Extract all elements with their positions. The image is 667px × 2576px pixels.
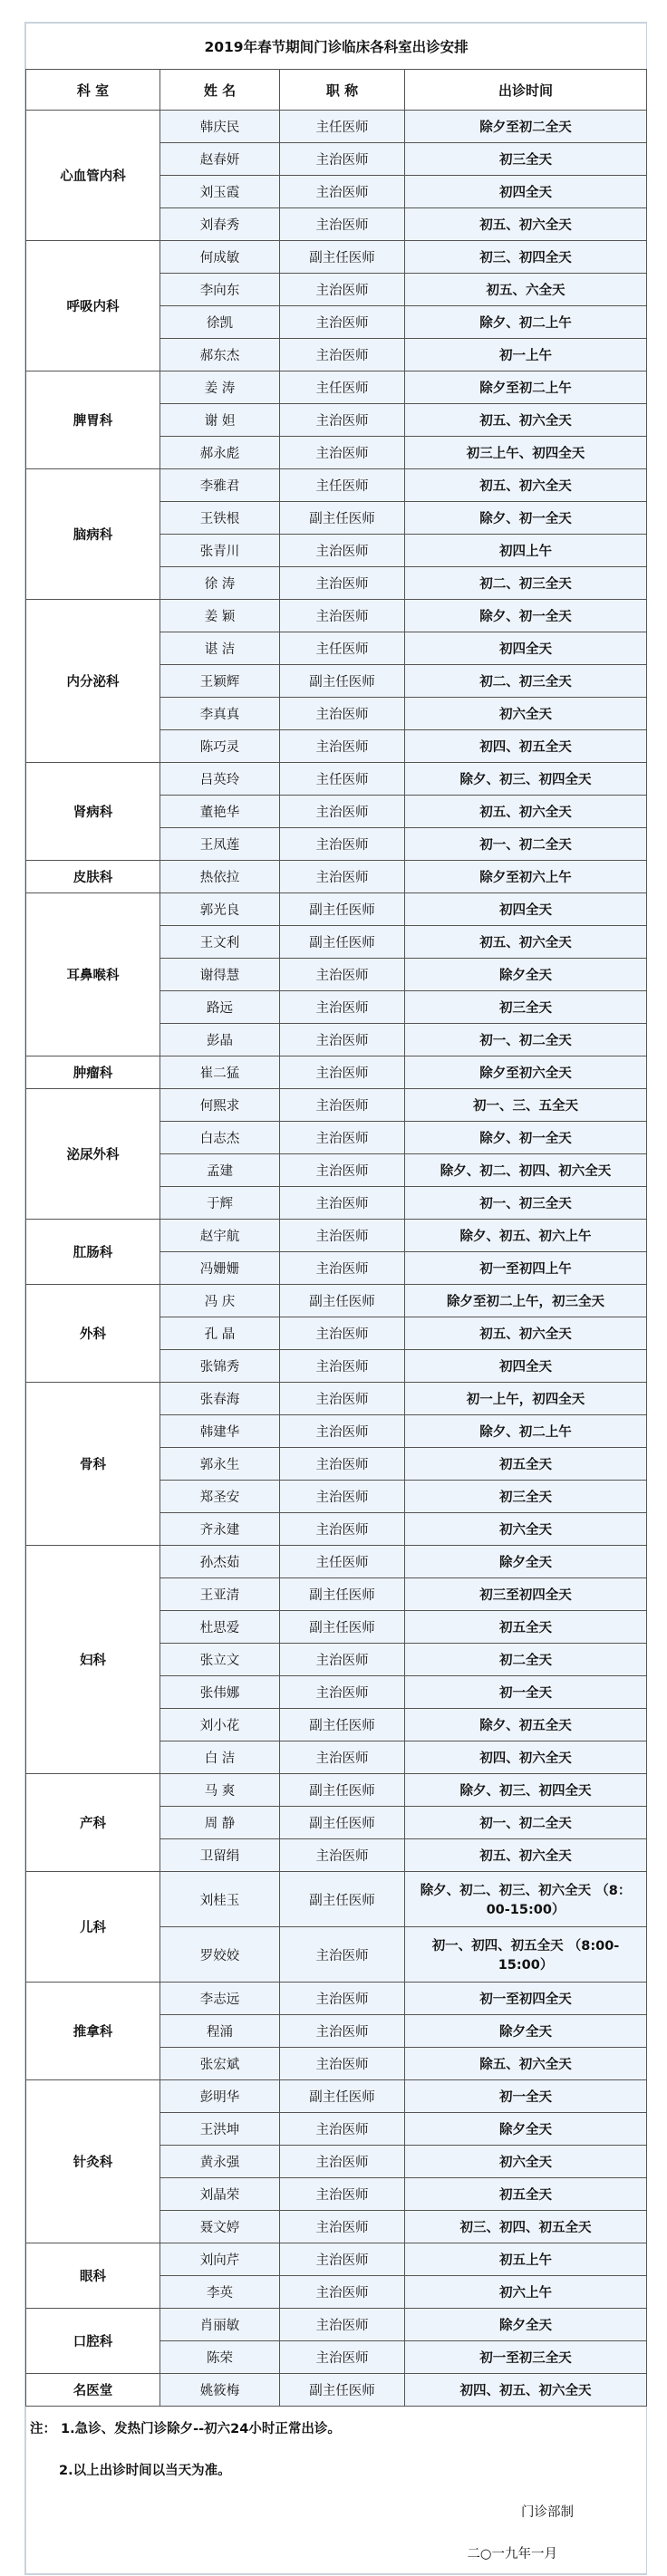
schedule-time-cell: 除夕、初二、初四、初六全天: [405, 1154, 647, 1187]
doctor-rank-cell: 主治医师: [280, 2015, 405, 2048]
schedule-time-cell: 初三上午、初四全天: [405, 437, 647, 469]
department-cell: 外科: [26, 1285, 160, 1383]
doctor-rank-cell: 主治医师: [280, 2309, 405, 2341]
schedule-time-cell: 初六全天: [405, 698, 647, 730]
header-rank: 职 称: [280, 70, 405, 111]
doctor-rank-cell: 副主任医师: [280, 2374, 405, 2407]
doctor-rank-cell: 主治医师: [280, 1350, 405, 1383]
schedule-time-cell: 初一、三、五全天: [405, 1089, 647, 1122]
doctor-rank-cell: 主治医师: [280, 208, 405, 241]
schedule-sheet: [24, 22, 647, 2575]
doctor-name-cell: 齐永建: [160, 1513, 280, 1546]
doctor-rank-cell: 主治医师: [280, 567, 405, 600]
schedule-time-cell: 初五上午: [405, 2243, 647, 2276]
doctor-rank-cell: 主治医师: [280, 143, 405, 176]
doctor-name-cell: 孟建: [160, 1154, 280, 1187]
doctor-rank-cell: 主治医师: [280, 1927, 405, 1983]
schedule-time-cell: 除夕、初一全天: [405, 502, 647, 535]
header-row: [26, 70, 647, 111]
doctor-name-cell: 谢得慧: [160, 959, 280, 991]
doctor-rank-cell: 主治医师: [280, 1252, 405, 1285]
doctor-name-cell: 郝永彪: [160, 437, 280, 469]
table-row: [26, 861, 647, 893]
doctor-rank-cell: 主治医师: [280, 1415, 405, 1448]
table-row: [26, 241, 647, 274]
schedule-time-cell: 初一全天: [405, 2080, 647, 2113]
schedule-time-cell: 初四、初五、初六全天: [405, 2374, 647, 2407]
doctor-name-cell: 王铁根: [160, 502, 280, 535]
doctor-rank-cell: 主治医师: [280, 2276, 405, 2309]
doctor-name-cell: 王亚清: [160, 1578, 280, 1611]
doctor-name-cell: 李志远: [160, 1983, 280, 2015]
doctor-name-cell: 冯 庆: [160, 1285, 280, 1317]
schedule-time-cell: 初一上午: [405, 339, 647, 371]
schedule-time-cell: 初一至初三全天: [405, 2341, 647, 2374]
doctor-rank-cell: 副主任医师: [280, 1611, 405, 1644]
doctor-rank-cell: 主治医师: [280, 959, 405, 991]
doctor-name-cell: 白志杰: [160, 1122, 280, 1154]
schedule-time-cell: 初五全天: [405, 1448, 647, 1481]
doctor-name-cell: 郭光良: [160, 893, 280, 926]
table-row: [26, 111, 647, 143]
doctor-rank-cell: 主治医师: [280, 1024, 405, 1056]
doctor-name-cell: 何熙求: [160, 1089, 280, 1122]
schedule-time-cell: 除夕至初二上午: [405, 371, 647, 404]
schedule-time-cell: 除夕至初二全天: [405, 111, 647, 143]
doctor-name-cell: 刘春秀: [160, 208, 280, 241]
schedule-time-cell: 除夕、初二上午: [405, 306, 647, 339]
department-cell: 名医堂: [26, 2374, 160, 2407]
table-row: [26, 1285, 647, 1317]
doctor-rank-cell: 主治医师: [280, 991, 405, 1024]
schedule-time-cell: 初三全天: [405, 991, 647, 1024]
table-row: [26, 763, 647, 796]
doctor-rank-cell: 主任医师: [280, 371, 405, 404]
schedule-time-cell: 初四全天: [405, 1350, 647, 1383]
doctor-rank-cell: 主治医师: [280, 1056, 405, 1089]
doctor-rank-cell: 主治医师: [280, 1383, 405, 1415]
doctor-rank-cell: 主治医师: [280, 1644, 405, 1676]
table-row: [26, 1220, 647, 1252]
doctor-name-cell: 李真真: [160, 698, 280, 730]
doctor-rank-cell: 主任医师: [280, 469, 405, 502]
doctor-rank-cell: 主任医师: [280, 111, 405, 143]
schedule-time-cell: 除夕至初六上午: [405, 861, 647, 893]
table-row: [26, 469, 647, 502]
schedule-time-cell: 除夕、初一全天: [405, 600, 647, 632]
schedule-time-cell: 初五全天: [405, 1611, 647, 1644]
doctor-name-cell: 张锦秀: [160, 1350, 280, 1383]
department-cell: 肾病科: [26, 763, 160, 861]
doctor-name-cell: 杜思爱: [160, 1611, 280, 1644]
doctor-name-cell: 程涌: [160, 2015, 280, 2048]
doctor-rank-cell: 主治医师: [280, 1448, 405, 1481]
doctor-name-cell: 白 洁: [160, 1741, 280, 1774]
doctor-rank-cell: 主治医师: [280, 274, 405, 306]
schedule-time-cell: 初五全天: [405, 2178, 647, 2211]
doctor-name-cell: 赵宇航: [160, 1220, 280, 1252]
schedule-time-cell: 初六上午: [405, 2276, 647, 2309]
table-row: [26, 1546, 647, 1578]
doctor-rank-cell: 副主任医师: [280, 1807, 405, 1839]
doctor-rank-cell: 主治医师: [280, 2243, 405, 2276]
schedule-time-cell: 初三全天: [405, 143, 647, 176]
doctor-rank-cell: 主治医师: [280, 861, 405, 893]
schedule-time-cell: 初五、初六全天: [405, 1839, 647, 1872]
doctor-name-cell: 刘玉霞: [160, 176, 280, 208]
doctor-rank-cell: 副主任医师: [280, 241, 405, 274]
schedule-time-cell: 初三至初四全天: [405, 1578, 647, 1611]
doctor-rank-cell: 主任医师: [280, 632, 405, 665]
doctor-name-cell: 热依拉: [160, 861, 280, 893]
schedule-time-cell: 初一至初四上午: [405, 1252, 647, 1285]
doctor-name-cell: 孙杰茹: [160, 1546, 280, 1578]
title-row: [26, 24, 647, 70]
doctor-name-cell: 罗姣姣: [160, 1927, 280, 1983]
note-row-1: [26, 2407, 647, 2449]
schedule-time-cell: 初五、六全天: [405, 274, 647, 306]
table-row: [26, 893, 647, 926]
doctor-name-cell: 郭永生: [160, 1448, 280, 1481]
schedule-time-cell: 除夕、初一全天: [405, 1122, 647, 1154]
doctor-rank-cell: 主治医师: [280, 404, 405, 437]
schedule-time-cell: 除夕、初三、初四全天: [405, 1774, 647, 1807]
doctor-name-cell: 张伟娜: [160, 1676, 280, 1709]
department-cell: 皮肤科: [26, 861, 160, 893]
doctor-name-cell: 郝东杰: [160, 339, 280, 371]
doctor-name-cell: 谢 妲: [160, 404, 280, 437]
schedule-time-cell: 初四上午: [405, 535, 647, 567]
department-cell: 推拿科: [26, 1983, 160, 2080]
doctor-name-cell: 陈荣: [160, 2341, 280, 2374]
schedule-time-cell: 初五、初六全天: [405, 208, 647, 241]
doctor-name-cell: 郑圣安: [160, 1481, 280, 1513]
doctor-rank-cell: 主治医师: [280, 1983, 405, 2015]
doctor-name-cell: 黄永强: [160, 2146, 280, 2178]
schedule-time-cell: 初一、初二全天: [405, 1024, 647, 1056]
schedule-table: [25, 23, 647, 2574]
schedule-time-cell: 初一至初四全天: [405, 1983, 647, 2015]
schedule-time-cell: 初三、初四、初五全天: [405, 2211, 647, 2243]
doctor-rank-cell: 主任医师: [280, 1546, 405, 1578]
schedule-time-cell: 除夕全天: [405, 2015, 647, 2048]
doctor-rank-cell: 主治医师: [280, 698, 405, 730]
doctor-rank-cell: 副主任医师: [280, 1709, 405, 1741]
doctor-rank-cell: 副主任医师: [280, 1285, 405, 1317]
doctor-name-cell: 刘晶荣: [160, 2178, 280, 2211]
doctor-rank-cell: 主治医师: [280, 1122, 405, 1154]
doctor-rank-cell: 主治医师: [280, 2048, 405, 2080]
doctor-name-cell: 李向东: [160, 274, 280, 306]
schedule-time-cell: 初五、初六全天: [405, 469, 647, 502]
note-line-1: 注： 1.急诊、发热门诊除夕--初六24小时正常出诊。: [26, 2407, 647, 2449]
schedule-time-cell: 初一、初二全天: [405, 1807, 647, 1839]
schedule-time-cell: 初五、初六全天: [405, 796, 647, 828]
schedule-time-cell: 初一、初三全天: [405, 1187, 647, 1220]
department-cell: 产科: [26, 1774, 160, 1872]
schedule-time-cell: 初二全天: [405, 1644, 647, 1676]
doctor-rank-cell: 主治医师: [280, 730, 405, 763]
doctor-name-cell: 韩建华: [160, 1415, 280, 1448]
doctor-rank-cell: 副主任医师: [280, 1578, 405, 1611]
schedule-time-cell: 除夕全天: [405, 2113, 647, 2146]
doctor-rank-cell: 主治医师: [280, 1187, 405, 1220]
schedule-time-cell: 初六全天: [405, 1513, 647, 1546]
schedule-time-cell: 除夕、初二、初三、初六全天 （8：00-15:00）: [405, 1872, 647, 1927]
schedule-time-cell: 初二、初三全天: [405, 567, 647, 600]
department-cell: 儿科: [26, 1872, 160, 1983]
doctor-name-cell: 陈巧灵: [160, 730, 280, 763]
department-cell: 泌尿外科: [26, 1089, 160, 1220]
doctor-rank-cell: 主治医师: [280, 2146, 405, 2178]
doctor-name-cell: 刘小花: [160, 1709, 280, 1741]
doctor-name-cell: 王洪坤: [160, 2113, 280, 2146]
doctor-rank-cell: 主治医师: [280, 2341, 405, 2374]
doctor-name-cell: 赵春妍: [160, 143, 280, 176]
table-row: [26, 1383, 647, 1415]
doctor-name-cell: 张立文: [160, 1644, 280, 1676]
doctor-name-cell: 孔 晶: [160, 1317, 280, 1350]
doctor-rank-cell: 副主任医师: [280, 1872, 405, 1927]
department-cell: 肛肠科: [26, 1220, 160, 1285]
department-cell: 呼吸内科: [26, 241, 160, 371]
doctor-rank-cell: 副主任医师: [280, 893, 405, 926]
doctor-rank-cell: 主治医师: [280, 535, 405, 567]
doctor-name-cell: 董艳华: [160, 796, 280, 828]
page-title: 2019年春节期间门诊临床各科室出诊安排: [26, 24, 647, 70]
schedule-time-cell: 初六全天: [405, 2146, 647, 2178]
doctor-name-cell: 于辉: [160, 1187, 280, 1220]
doctor-name-cell: 吕英玲: [160, 763, 280, 796]
doctor-name-cell: 冯姗姗: [160, 1252, 280, 1285]
schedule-time-cell: 初三全天: [405, 1481, 647, 1513]
doctor-rank-cell: 主治医师: [280, 1089, 405, 1122]
doctor-name-cell: 谌 洁: [160, 632, 280, 665]
schedule-time-cell: 除夕、初三、初四全天: [405, 763, 647, 796]
doctor-rank-cell: 主治医师: [280, 796, 405, 828]
schedule-time-cell: 初四全天: [405, 893, 647, 926]
schedule-time-cell: 除夕全天: [405, 959, 647, 991]
table-row: [26, 1983, 647, 2015]
note-row-4: [26, 2532, 647, 2574]
department-cell: 肿瘤科: [26, 1056, 160, 1089]
schedule-time-cell: 初五、初六全天: [405, 926, 647, 959]
doctor-rank-cell: 主治医师: [280, 1676, 405, 1709]
schedule-time-cell: 除夕全天: [405, 2309, 647, 2341]
schedule-time-cell: 除夕、初二上午: [405, 1415, 647, 1448]
doctor-name-cell: 姜 颖: [160, 600, 280, 632]
department-cell: 脾胃科: [26, 371, 160, 469]
note-line-2: 2.以上出诊时间以当天为准。: [26, 2448, 647, 2490]
doctor-rank-cell: 主治医师: [280, 1513, 405, 1546]
notes-section: [26, 2407, 647, 2574]
doctor-name-cell: 韩庆民: [160, 111, 280, 143]
schedule-time-cell: 除夕、初五全天: [405, 1709, 647, 1741]
doctor-rank-cell: 副主任医师: [280, 2080, 405, 2113]
issue-date: 二○一九年一月: [26, 2532, 647, 2574]
doctor-name-cell: 彭晶: [160, 1024, 280, 1056]
doctor-rank-cell: 主治医师: [280, 1481, 405, 1513]
signature: 门诊部制: [26, 2490, 647, 2532]
schedule-time-cell: 初一、初四、初五全天 （8:00-15:00）: [405, 1927, 647, 1983]
table-row: [26, 2309, 647, 2341]
schedule-time-cell: 除夕至初二上午，初三全天: [405, 1285, 647, 1317]
header-name: 姓 名: [160, 70, 280, 111]
header-time: 出诊时间: [405, 70, 647, 111]
department-cell: 耳鼻喉科: [26, 893, 160, 1056]
doctor-rank-cell: 副主任医师: [280, 1774, 405, 1807]
doctor-name-cell: 李英: [160, 2276, 280, 2309]
doctor-rank-cell: 主治医师: [280, 2211, 405, 2243]
department-cell: 内分泌科: [26, 600, 160, 763]
schedule-time-cell: 初五、初六全天: [405, 1317, 647, 1350]
doctor-rank-cell: 主治医师: [280, 339, 405, 371]
doctor-rank-cell: 主治医师: [280, 437, 405, 469]
doctor-name-cell: 马 爽: [160, 1774, 280, 1807]
schedule-time-cell: 除夕全天: [405, 1546, 647, 1578]
department-cell: 脑病科: [26, 469, 160, 600]
department-cell: 针灸科: [26, 2080, 160, 2243]
doctor-name-cell: 肖丽敏: [160, 2309, 280, 2341]
doctor-rank-cell: 主治医师: [280, 1839, 405, 1872]
doctor-name-cell: 卫留绢: [160, 1839, 280, 1872]
schedule-time-cell: 除夕、初五、初六上午: [405, 1220, 647, 1252]
table-row: [26, 1774, 647, 1807]
note-row-3: [26, 2490, 647, 2532]
header-dept: 科 室: [26, 70, 160, 111]
doctor-name-cell: 徐 涛: [160, 567, 280, 600]
doctor-name-cell: 王文利: [160, 926, 280, 959]
doctor-rank-cell: 主治医师: [280, 1741, 405, 1774]
doctor-rank-cell: 主治医师: [280, 2113, 405, 2146]
note-row-2: [26, 2448, 647, 2490]
doctor-name-cell: 聂文婷: [160, 2211, 280, 2243]
doctor-rank-cell: 主治医师: [280, 600, 405, 632]
department-cell: 口腔科: [26, 2309, 160, 2374]
doctor-name-cell: 彭明华: [160, 2080, 280, 2113]
doctor-name-cell: 姜 涛: [160, 371, 280, 404]
doctor-name-cell: 周 静: [160, 1807, 280, 1839]
table-row: [26, 1089, 647, 1122]
doctor-name-cell: 崔二猛: [160, 1056, 280, 1089]
table-row: [26, 1872, 647, 1927]
doctor-name-cell: 张青川: [160, 535, 280, 567]
doctor-rank-cell: 副主任医师: [280, 926, 405, 959]
doctor-rank-cell: 主治医师: [280, 2178, 405, 2211]
schedule-time-cell: 初一、初二全天: [405, 828, 647, 861]
doctor-rank-cell: 主治医师: [280, 1154, 405, 1187]
doctor-name-cell: 张宏斌: [160, 2048, 280, 2080]
doctor-rank-cell: 主治医师: [280, 306, 405, 339]
doctor-name-cell: 王凤莲: [160, 828, 280, 861]
table-row: [26, 2374, 647, 2407]
doctor-rank-cell: 主治医师: [280, 1220, 405, 1252]
doctor-name-cell: 姚筱梅: [160, 2374, 280, 2407]
schedule-time-cell: 除夕至初六全天: [405, 1056, 647, 1089]
schedule-time-cell: 初二、初三全天: [405, 665, 647, 698]
doctor-rank-cell: 主治医师: [280, 1317, 405, 1350]
doctor-name-cell: 何成敏: [160, 241, 280, 274]
schedule-time-cell: 初五、初六全天: [405, 404, 647, 437]
department-cell: 骨科: [26, 1383, 160, 1546]
schedule-time-cell: 初四、初六全天: [405, 1741, 647, 1774]
doctor-name-cell: 张春海: [160, 1383, 280, 1415]
department-cell: 心血管内科: [26, 111, 160, 241]
table-row: [26, 2080, 647, 2113]
schedule-time-cell: 初四全天: [405, 632, 647, 665]
table-row: [26, 2243, 647, 2276]
doctor-rank-cell: 主任医师: [280, 763, 405, 796]
schedule-time-cell: 初四全天: [405, 176, 647, 208]
doctor-rank-cell: 主治医师: [280, 176, 405, 208]
schedule-time-cell: 初四、初五全天: [405, 730, 647, 763]
doctor-rank-cell: 主治医师: [280, 828, 405, 861]
table-row: [26, 1056, 647, 1089]
schedule-time-cell: 除五、初六全天: [405, 2048, 647, 2080]
doctor-rank-cell: 副主任医师: [280, 502, 405, 535]
table-row: [26, 600, 647, 632]
doctor-name-cell: 徐凯: [160, 306, 280, 339]
schedule-time-cell: 初一全天: [405, 1676, 647, 1709]
table-row: [26, 371, 647, 404]
schedule-time-cell: 初三、初四全天: [405, 241, 647, 274]
doctor-name-cell: 刘桂玉: [160, 1872, 280, 1927]
doctor-name-cell: 刘向芹: [160, 2243, 280, 2276]
doctor-name-cell: 王颖辉: [160, 665, 280, 698]
doctor-name-cell: 路远: [160, 991, 280, 1024]
schedule-time-cell: 初一上午，初四全天: [405, 1383, 647, 1415]
department-cell: 眼科: [26, 2243, 160, 2309]
department-cell: 妇科: [26, 1546, 160, 1774]
doctor-name-cell: 李雅君: [160, 469, 280, 502]
doctor-rank-cell: 副主任医师: [280, 665, 405, 698]
